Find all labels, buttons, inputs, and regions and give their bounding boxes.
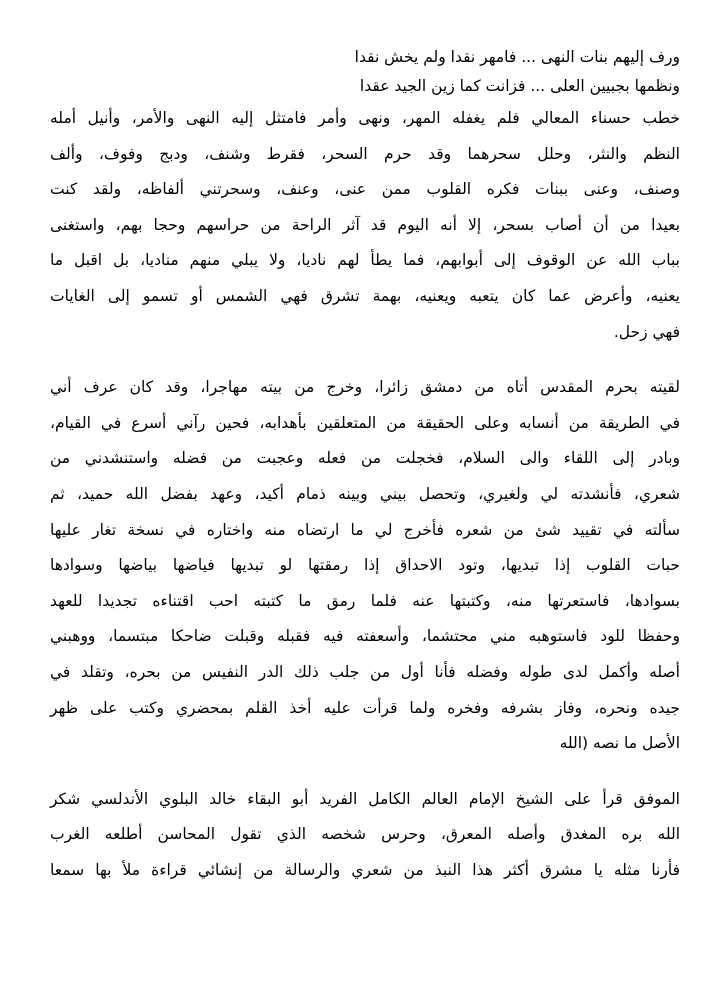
text-line: جيده ونحره، وفاز بشرفه وفخره ولما قرأت عليه أخذ القلم بمحضري وكتب على ظهر bbox=[50, 698, 680, 717]
document-page bbox=[50, 43, 680, 888]
verse-line: ورف إليهم بنات النهى ... فامهر نقدا ولم يخش نقدا bbox=[354, 48, 680, 66]
text-line: في الطريقة من أنسابه وعلى الحقيقة من المتعلقين بأهدابه، فحين رآني أسرع في القيام، bbox=[50, 413, 680, 432]
text-line: أصله وأكمل لدى طوله وفضله فأنا أول من جلب ذلك الدر النفيس من بحره، وتقلد في bbox=[50, 662, 680, 681]
text-line: لقيته بحرم المقدس أتاه من دمشق زائرا، وخرج من بيته مهاجرا، وقد كان عرف أني bbox=[50, 378, 680, 397]
paragraph-1 bbox=[50, 101, 680, 350]
text-line: يعنيه، وأعرض عما كان يتعبه ويعنيه، بهمة تشرق فهي الشمس أو تسمو إلى الغايات bbox=[50, 286, 680, 305]
text-line: بباب الله عن الوقوف إلى أبوابهم، فما يطأ لهم ناديا، ولا يبلي منهم مناديا، بل اقبل ما bbox=[50, 251, 680, 270]
text-line: الموفق قرأ على الشيخ الإمام العالم الكامل الفريد أبو البقاء خالد البلوي الأندلسي شكر bbox=[50, 789, 680, 808]
paragraph-gap bbox=[50, 350, 680, 370]
text-line: بعيدا من أن أصاب بسحر، إلا أنه اليوم قد آثر الراحة من حراسهم وحجا بهم، واستغنى bbox=[50, 215, 680, 234]
text-line: خطب حسناء المعالي فلم يغفله المهر، ونهى وأمر فامتثل إليه النهى والأمر، وأنيل أمله bbox=[50, 109, 680, 127]
text-line: بسوادها، فاستعرتها منه، وكتبتها عنه فلما رمق ما كتبته احب اقتناءه تجديدا للعهد bbox=[50, 591, 680, 610]
text-line: حبات القلوب إذا تبديها، وتود الاحداق إذا رمقتها لو تبديها فياضها بياضها وسوادها bbox=[50, 556, 680, 575]
text-line: وصنف، وعنى ببنات فكره القلوب ممن عنى، وعنف، وسحرتني ألفاظه، ولقد كنت bbox=[50, 180, 680, 199]
text-line: فهي زحل. bbox=[613, 322, 680, 341]
verse-line: ونظمها بجبيين العلى ... فزانت كما زين الجيد عقدا bbox=[359, 77, 680, 95]
paragraph-2 bbox=[50, 370, 680, 762]
text-line: وبادر إلى اللقاء والى السلام، فخجلت من فعله وعجبت من فضله واستنشدني من bbox=[50, 449, 680, 468]
text-line: الأصل ما نصه (الله bbox=[559, 734, 680, 753]
text-line: الله بره المغدق وأصله المعرق، وحرس شخصه الذي تقول المحاسن أطلعه الغرب bbox=[50, 825, 680, 844]
text-line: النظم والنثر، وحلل سحرهما وقد حرم السحر، فقرط وشنف، ودبج وفوف، وألف bbox=[50, 144, 680, 163]
paragraph-3 bbox=[50, 782, 680, 889]
verse-block bbox=[50, 43, 680, 101]
paragraph-gap bbox=[50, 762, 680, 782]
text-line: فأرنا مثله يا مشرق أكثر هذا النبذ من شعري والرسالة من إنشائي قراءة ملأ بها سمعا bbox=[50, 860, 680, 879]
text-line: سألته في تقييد شئ من شعره فأخرج لي ما ارتضاه منه واختاره في نسخة تغار عليها bbox=[50, 520, 680, 539]
text-line: شعري، فأنشدته لي ولغيري، وتحصل بيني وبينه ذمام أكيد، وعهد بفضل الله حميد، ثم bbox=[50, 484, 680, 503]
text-line: وحفظا للود فاستوهبه مني محتشما، وأسعفته فيه فقبله وقبلت ضاحكا مبتسما، ووهبني bbox=[50, 627, 680, 646]
